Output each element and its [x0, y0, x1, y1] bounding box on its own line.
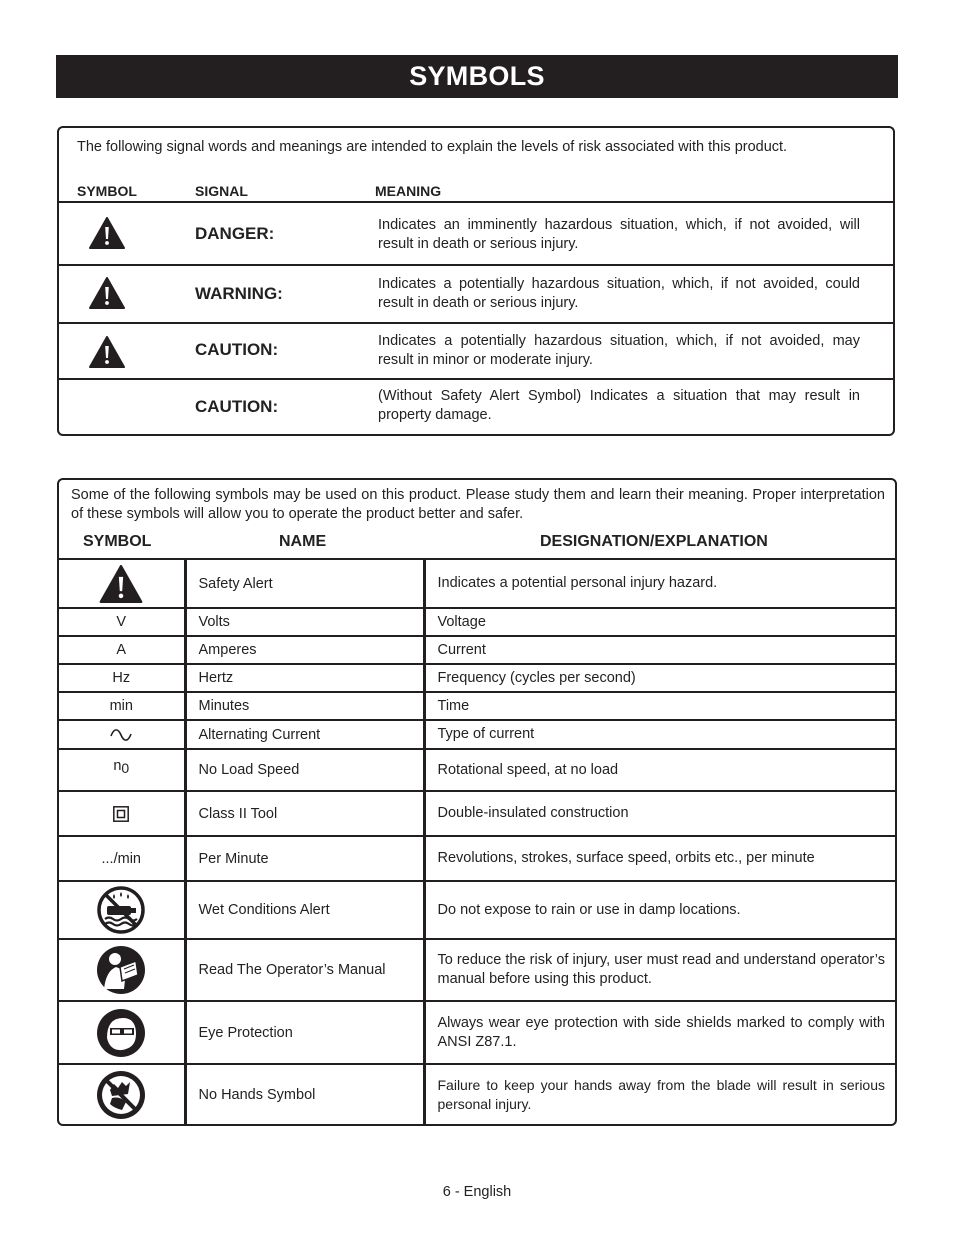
no-load-speed-symbol: n — [113, 758, 122, 774]
symbol-cell — [59, 749, 185, 791]
name-cell: Amperes — [185, 636, 424, 664]
signal-word-danger: DANGER: — [195, 224, 275, 243]
signal-word-caution-property: CAUTION: — [195, 397, 279, 416]
signal-meaning-caution-property: (Without Safety Alert Symbol) Indicates a situation that may result in property damage. — [378, 388, 860, 423]
name-cell: Per Minute — [185, 836, 424, 881]
signal-meaning-caution: Indicates a potentially hazardous situation, which, if not avoided, may result in minor or moderate injury. — [378, 333, 860, 368]
table-row — [59, 608, 897, 636]
header-symbol: SYMBOL — [83, 533, 152, 550]
name-cell: No Load Speed — [185, 749, 424, 791]
warning-triangle-icon — [89, 217, 125, 249]
wet-conditions-icon — [97, 886, 145, 934]
table-row — [59, 881, 897, 939]
symbol-cell — [59, 559, 185, 608]
warning-triangle-icon — [89, 336, 125, 368]
header-signal: SIGNAL — [195, 183, 248, 199]
name-cell: Safety Alert — [185, 559, 424, 608]
table-row — [59, 720, 897, 749]
signal-row-caution-property — [59, 378, 893, 436]
designation-cell: Failure to keep your hands away from the blade will result in serious personal injury. — [424, 1064, 897, 1125]
table-row — [59, 791, 897, 836]
symbol-cell — [59, 1064, 185, 1125]
symbols-table — [59, 558, 897, 1125]
alternating-current-icon — [110, 728, 132, 742]
table-row — [59, 1001, 897, 1064]
symbol-cell — [59, 720, 185, 749]
designation-cell: Time — [424, 692, 897, 720]
name-cell: Volts — [185, 608, 424, 636]
signal-meaning-danger: Indicates an imminently hazardous situation, which, if not avoided, will result in death or serious injury. — [378, 217, 860, 252]
symbol-cell — [59, 881, 185, 939]
signal-intro: The following signal words and meanings are intended to explain the levels of risk associated with this product. — [77, 139, 788, 155]
name-cell: No Hands Symbol — [185, 1064, 424, 1125]
header-meaning: MEANING — [375, 183, 442, 199]
symbol-cell — [59, 1001, 185, 1064]
header-name: NAME — [279, 533, 327, 550]
symbols-box — [57, 478, 897, 1126]
designation-cell: To reduce the risk of injury, user must read and understand operator’s manual before using this product. — [424, 939, 897, 1001]
signal-row-caution — [59, 322, 893, 378]
table-row — [59, 664, 897, 692]
symbol-cell — [59, 939, 185, 1001]
table-row — [59, 749, 897, 791]
symbol-cell: min — [59, 692, 185, 720]
table-row — [59, 692, 897, 720]
warning-triangle-icon — [89, 277, 125, 309]
designation-cell: Always wear eye protection with side shields marked to comply with ANSI Z87.1. — [424, 1001, 897, 1064]
symbols-intro: Some of the following symbols may be used on this product. Please study them and learn their meaning. Proper interpretation of these symbols will allow you to operate the product better and safer. — [71, 487, 885, 522]
table-row — [59, 836, 897, 881]
table-row — [59, 939, 897, 1001]
name-cell: Minutes — [185, 692, 424, 720]
symbol-cell: .../min — [59, 836, 185, 881]
name-cell: Wet Conditions Alert — [185, 881, 424, 939]
symbol-cell — [59, 791, 185, 836]
designation-cell: Double-insulated construction — [424, 791, 897, 836]
table-row — [59, 559, 897, 608]
header-symbol: SYMBOL — [77, 183, 137, 199]
header-designation: DESIGNATION/EXPLANATION — [540, 533, 768, 550]
table-row — [59, 636, 897, 664]
name-cell: Hertz — [185, 664, 424, 692]
signal-row-danger — [59, 201, 893, 264]
designation-cell: Revolutions, strokes, surface speed, orbits etc., per minute — [424, 836, 897, 881]
symbol-cell: A — [59, 636, 185, 664]
symbol-cell: Hz — [59, 664, 185, 692]
warning-triangle-icon — [99, 565, 143, 603]
signal-word-caution: CAUTION: — [195, 340, 279, 359]
read-manual-icon — [96, 945, 146, 995]
designation-cell: Type of current — [424, 720, 897, 749]
designation-cell: Indicates a potential personal injury hazard. — [424, 559, 897, 608]
no-hands-icon — [96, 1070, 146, 1120]
signal-row-warning — [59, 264, 893, 322]
page-title: SYMBOLS — [56, 55, 898, 98]
signal-words-box — [57, 126, 895, 436]
name-cell: Alternating Current — [185, 720, 424, 749]
table-row — [59, 1064, 897, 1125]
page-footer: 6 - English — [442, 1184, 512, 1200]
signal-word-warning: WARNING: — [195, 284, 283, 303]
name-cell: Read The Operator’s Manual — [185, 939, 424, 1001]
name-cell: Class II Tool — [185, 791, 424, 836]
name-cell: Eye Protection — [185, 1001, 424, 1064]
eye-protection-icon — [96, 1008, 146, 1058]
signal-meaning-warning: Indicates a potentially hazardous situation, which, if not avoided, could result in death or serious injury. — [378, 276, 860, 311]
designation-cell: Do not expose to rain or use in damp locations. — [424, 881, 897, 939]
designation-cell: Current — [424, 636, 897, 664]
designation-cell: Frequency (cycles per second) — [424, 664, 897, 692]
class-ii-tool-icon — [113, 806, 129, 822]
designation-cell: Rotational speed, at no load — [424, 749, 897, 791]
designation-cell: Voltage — [424, 608, 897, 636]
symbol-cell: V — [59, 608, 185, 636]
no-load-speed-subscript: 0 — [121, 760, 130, 776]
